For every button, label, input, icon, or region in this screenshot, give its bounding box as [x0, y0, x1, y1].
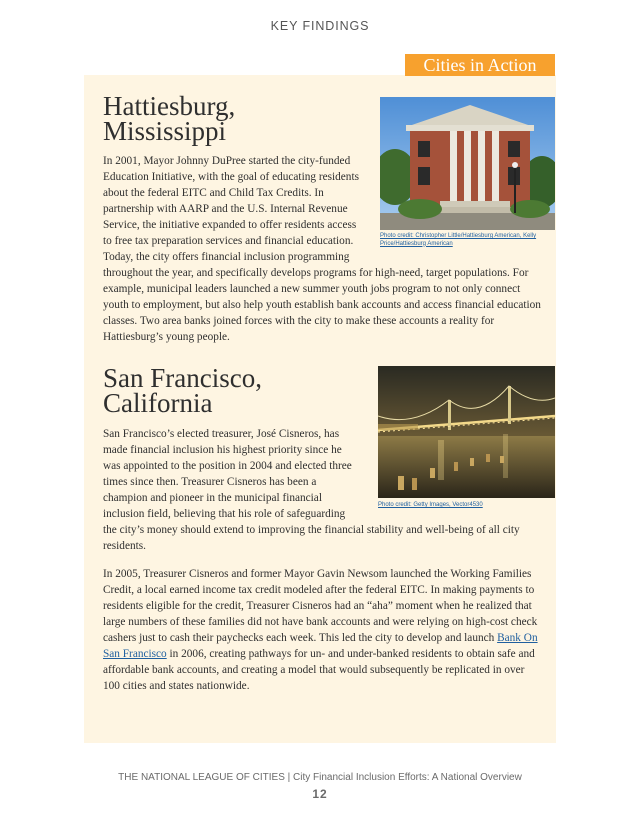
footer-text: THE NATIONAL LEAGUE OF CITIES | City Financial Inclusion Efforts: A National Overview: [118, 772, 522, 783]
san-francisco-body-1-text: San Francisco’s elected treasurer, José Cisneros, has made financial inclusion his highest priority since he was appointed to the position in 2004 and elected three times since then. Treasurer Cisneros has been a champion and pioneer in the municipal financial inclusion field, believing that his role of safeguarding the city’s money should extend to improving the financial stability and well-being of all city residents.: [103, 428, 520, 552]
san-francisco-title: [103, 363, 262, 418]
city-hall-image: [380, 97, 555, 230]
hattiesburg-title-line1: Hattiesburg,: [103, 91, 236, 121]
bank-on-san-francisco-link[interactable]: Bank On San Francisco: [103, 632, 538, 660]
san-francisco-photo: [378, 366, 555, 498]
san-francisco-title-line2: California: [103, 388, 213, 418]
san-francisco-body-2-before: In 2005, Treasurer Cisneros and former Mayor Gavin Newsom launched the Working Families Credit, a local earned income tax credit modeled after the federal EITC. In making payments to residents eligible for the credit, Treasurer Cisneros had an “aha” moment when he realized that large numbers of these families did not have bank accounts and were relying on high-cost check cashers just to cash their paychecks each week. This led the city to develop and launch: [103, 568, 538, 644]
hattiesburg-title: [103, 91, 236, 146]
hattiesburg-body-text: In 2001, Mayor Johnny DuPree started the city-funded Education Initiative, with the goal of educating residents about the federal EITC and Child Tax Credits. In partnership with AARP and the U.S. Internal Revenue Service, the initiative expanded to offer residents access to free tax preparation services and financial education. Today, the city offers financial inclusion programming throughout the year, and specifically develops programs for high-need, target populations. For example, municipal leaders launched a new summer youth jobs program to not only connect youth to employment, but also help youth establish bank accounts and access financial education classes. Two area banks joined forces with the city to make these accounts a reality for Hattiesburg’s young people.: [103, 155, 541, 343]
bay-bridge-image: [378, 366, 555, 498]
san-francisco-body-2: [103, 566, 543, 694]
hattiesburg-photo-credit[interactable]: Photo credit: Christopher Little/Hattiesburg American, Kelly Price/Hattiesburg American: [380, 233, 537, 247]
section-tag: Cities in Action: [405, 54, 555, 76]
san-francisco-photo-credit[interactable]: Photo credit: Getty Images, Vector4530: [378, 502, 483, 508]
hattiesburg-photo: [380, 97, 555, 230]
san-francisco-title-line1: San Francisco,: [103, 363, 262, 393]
section-header: KEY FINDINGS: [270, 19, 370, 33]
hattiesburg-title-line2: Mississippi: [103, 116, 227, 146]
san-francisco-body-2-after: in 2006, creating pathways for un- and under-banked residents to obtain safe and affordable bank accounts, and creating a model that would subsequently be replicated in over 100 cities and states nationwide.: [103, 648, 535, 692]
page-number: 12: [312, 787, 328, 801]
